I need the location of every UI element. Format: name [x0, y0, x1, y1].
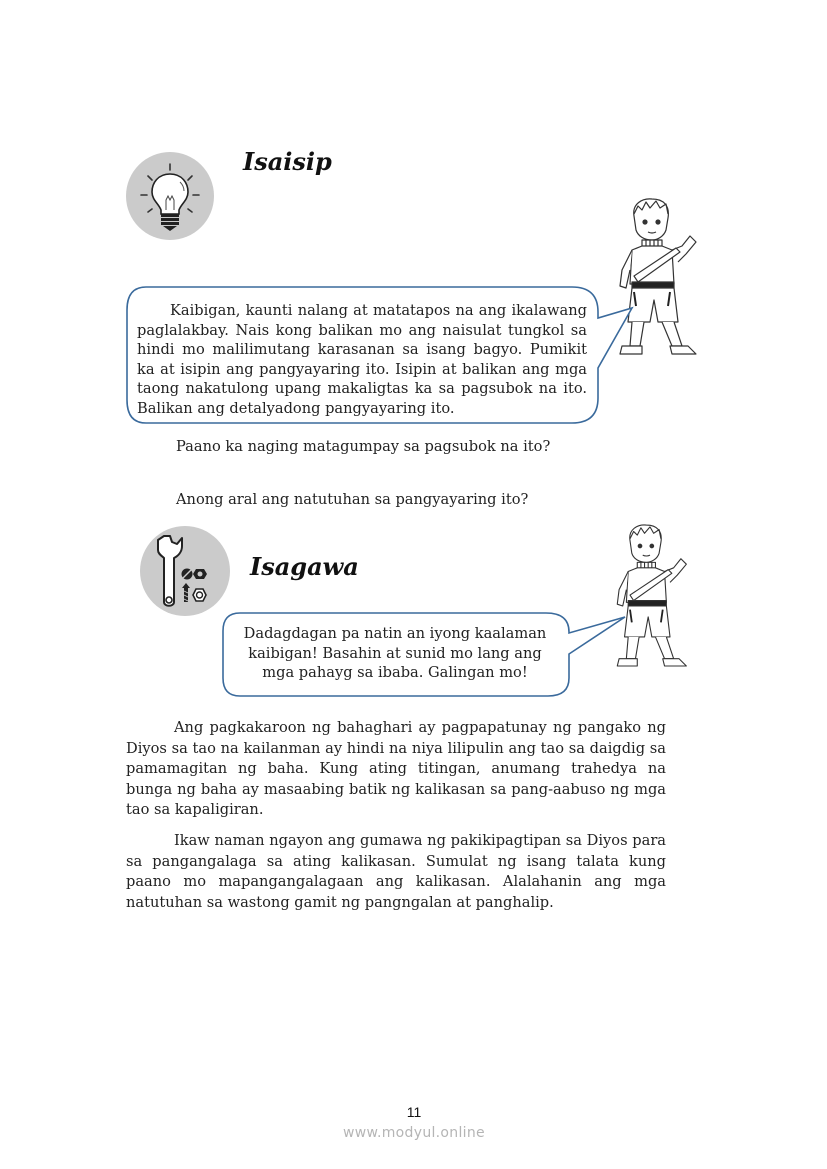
page-number: 11 — [406, 1104, 422, 1120]
reflection-question-1: Paano ka naging matagumpay sa pagsubok na ito? — [176, 438, 551, 455]
isaisip-title: Isaisip — [243, 147, 332, 176]
isagawa-paragraph-1: Ang pagkakaroon ng bahaghari ay pagpapatunay ng pangako ng Diyos sa tao na kailanman ay hindi na niya lilipulin ang tao sa daigdig sa pamamagitan ng baha. Kung ating titingan, anumang trahedya na bunga ng baha ay masaabing batik ng kalikasan sa pang-aabuso ng mga tao sa kapaligiran. — [126, 719, 666, 818]
isagawa-title: Isagawa — [250, 552, 359, 581]
reflection-question-2: Anong aral ang natutuhan sa pangyayaring ito? — [176, 491, 529, 508]
lightbulb-icon — [126, 152, 214, 240]
isagawa-bubble-line-3: mga pahayg sa ibaba. Galingan mo! — [262, 664, 528, 681]
isaisip-icon-badge — [126, 152, 214, 240]
isagawa-bubble-line-2: kaibigan! Basahin at sunid mo lang ang — [248, 644, 542, 662]
isaisip-bubble-text — [137, 301, 587, 418]
isagawa-paragraph-2: Ikaw naman ngayon ang gumawa ng pakikipagtipan sa Diyos para sa pangangalaga sa ating kalikasan. Sumulat ng isang talata kung paano mo mapangangalagaan ang kalikasan. Alalahanin ang mga natutuhan sa wastong gamit ng pangngalan at panghalip. — [126, 832, 666, 911]
isaisip-bubble-paragraph: Kaibigan, kaunti nalang at matatapos na ang ikalawang paglalakbay. Nais kong balikan mo ang naisulat tungkol sa hindi mo malilimutang karasanan sa isang bagyo. Pumikit ka at isipin ang pangyayaring ito. Isipin at balikan ang mga taong nakatulong upang makaligtas ka sa pagsubok na ito. Balikan ang detalyadong pangyayaring ito. — [137, 302, 587, 417]
isagawa-icon-badge — [140, 526, 230, 616]
isagawa-bubble-line-1: Dadagdagan pa natin an iyong kaalaman — [243, 625, 547, 642]
isagawa-bubble-text — [230, 624, 560, 683]
wrench-tools-icon — [140, 526, 230, 616]
watermark-url[interactable]: www.modyul.online — [343, 1125, 485, 1141]
